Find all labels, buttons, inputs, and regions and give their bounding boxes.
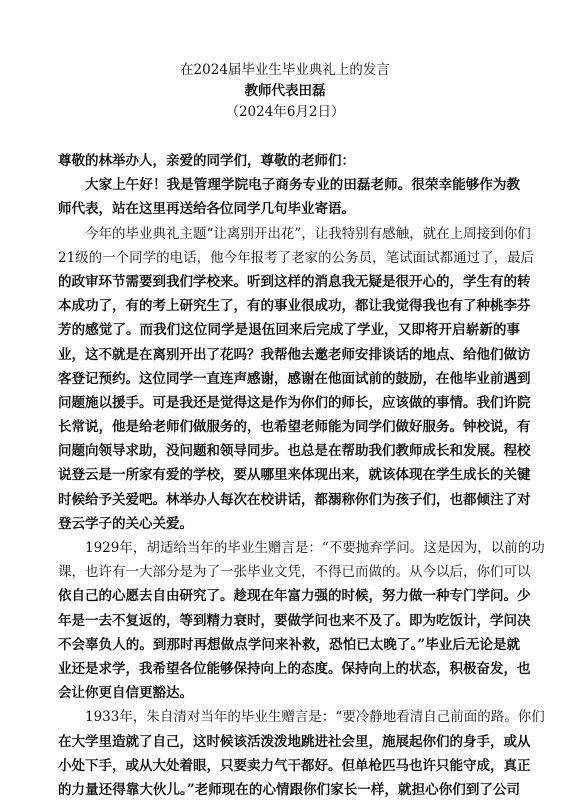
body-line: 小处下手，或从大处着眼，只要卖力气干都好。但单枪匹马也许只能守成，真正	[58, 757, 531, 774]
date-line: （2024年6月2日）	[225, 104, 345, 120]
body-line: 时候给予关爱吧。林举办人每次在校讲话，都溺称你们为孩子们，也都倾注了对	[58, 491, 531, 508]
body-line: 不会辜负人的。到那时再想做点学问来补救，恐怕已太晚了。”毕业后无论是就	[58, 636, 520, 653]
body-line: 大家上午好！我是管理学院电子商务专业的田磊老师。很荣幸能够作为教	[85, 177, 520, 194]
document-heading	[0, 60, 570, 123]
body-line: 师代表，站在这里再送给各位同学几句毕业寄语。	[58, 201, 355, 218]
body-line: 芳的感觉了。而我们这位同学是退伍回来后完成了学业，又即将开启崭新的事	[58, 322, 520, 339]
body-line: 课，也许有一大部分是为了一张毕业文凭，不得已而做的。从今以后，你们可以	[58, 564, 531, 581]
body-line: 会让你更自信更豁达。	[58, 685, 193, 702]
document-title: 在2024届毕业生毕业典礼上的发言	[180, 62, 390, 78]
speech-body	[58, 149, 545, 802]
body-line: 的政审环节需要到我们学校来。听到这样的消息我无疑是很开心的，学生有的转	[58, 273, 531, 290]
body-line: 登云学子的关心关爱。	[58, 515, 193, 532]
body-line: 问题施以援手。可是我还是觉得这是作为你们的师长，应该做的事情。我们许院	[58, 394, 531, 411]
body-line: 客登记预约。这位同学一直连声感谢，感谢在他面试前的鼓励，在他毕业前遇到	[58, 370, 531, 387]
body-line: 1933年，朱自清对当年的毕业生赠言是：“要冷静地看清自己前面的路。你们	[85, 709, 545, 726]
body-line: 依自己的心愿去自由研究了。趁现在年富力强的时候，努力做一种专门学问。少	[58, 588, 531, 605]
body-line: 长常说，他是给老师们做服务的，也希望老师能为同学们做好服务。钟校说，有	[58, 419, 531, 436]
body-line: 1929年，胡适给当年的毕业生赠言是：“不要抛弃学问。这是因为，以前的功	[85, 540, 545, 556]
body-line: 年是一去不复返的，等到精力衰时，要做学问也来不及了。即为吃饭计，学问决	[58, 612, 531, 629]
speaker-line: 教师代表田磊	[244, 83, 326, 99]
body-line: 业还是求学，我希望各位能够保持向上的态度。保持向上的状态，积极奋发，也	[58, 660, 531, 677]
body-line: 的力量还得靠大伙儿。”老师现在的心情跟你们家长一样，就担心你们到了公司	[58, 781, 520, 798]
body-line: 问题向领导求助，没问题和领导同步。也总是在帮助我们教师成长和发展。程校	[58, 443, 531, 460]
body-line: 在大学里造就了自己，这时候该活泼泼地跳进社会里，施展起你们的身手，或从	[58, 733, 531, 750]
body-line: 业，这不就是在离别开出了花吗？我帮他去邀老师安排谈话的地点、给他们做访	[58, 346, 531, 363]
body-line: 21级的一个同学的电话，他今年报考了老家的公务员，笔试面试都通过了，最后	[58, 249, 535, 266]
body-line: 本成功了，有的考上研究生了，有的事业很成功，都让我觉得我也有了种桃李芬	[58, 298, 531, 315]
body-line: 尊敬的林举办人，亲爱的同学们，尊敬的老师们：	[58, 153, 355, 169]
body-line: 今年的毕业典礼主题“让离别开出花”，让我特别有感触，就在上周接到你们	[85, 225, 531, 242]
body-line: 说登云是一所家有爱的学校，要从哪里来体现出来，就该体现在学生成长的关键	[58, 467, 531, 484]
